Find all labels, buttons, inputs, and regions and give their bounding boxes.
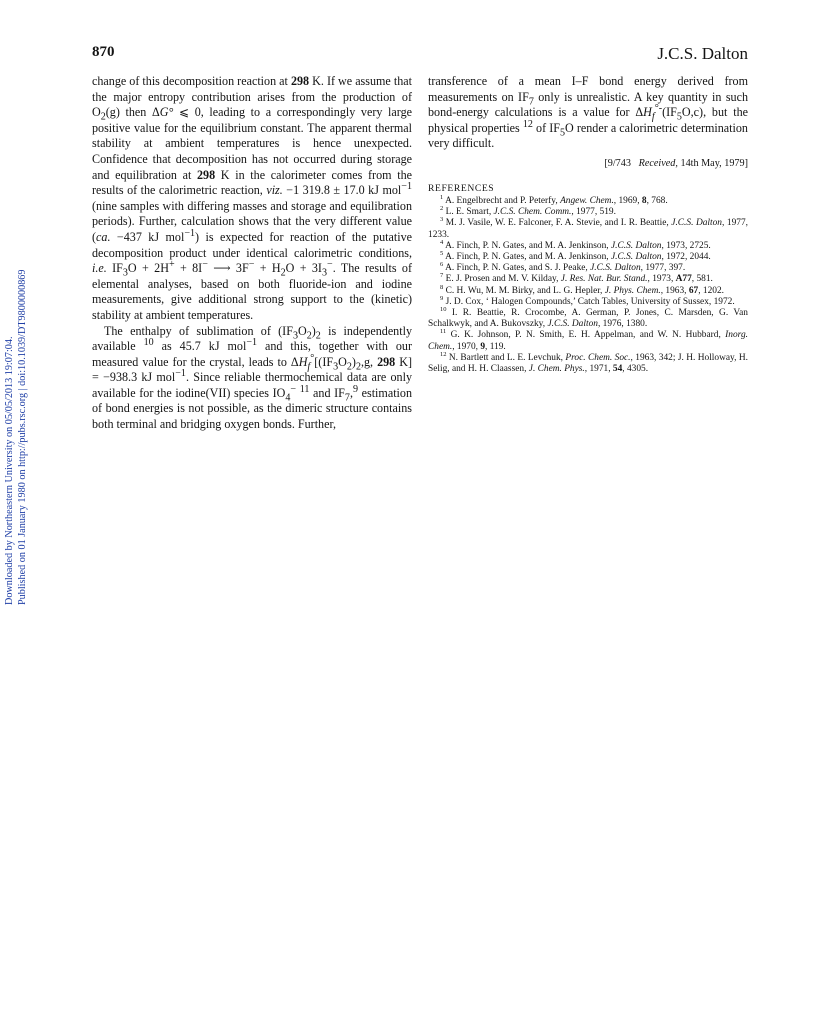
reference-item: $^{12}$ N. Bartlett and L. E. Levchuk, Proc. Chem. Soc., 1963, 342; J. H. Holloway, H. Selig, and H. H. Claassen, J. Chem. Phys., 1971, 54, 4305. — [428, 350, 748, 375]
received-date: [9/743 Received, 14th May, 1979] — [604, 157, 748, 169]
right-column — [428, 74, 748, 375]
reference-item: $^{10}$ I. R. Beattie, R. Crocombe, A. German, P. Jones, C. Marsden, G. Van Schalkwyk, and A. Bukovszky, J.C.S. Dalton, 1976, 1380. — [428, 305, 748, 330]
reference-item: $^5$ A. Finch, P. N. Gates, and M. A. Jenkinson, J.C.S. Dalton, 1972, 2044. — [440, 249, 711, 262]
journal-name: J.C.S. Dalton — [657, 44, 748, 63]
reference-item: $^1$ A. Engelbrecht and P. Peterfy, Angew. Chem., 1969, 8, 768. — [440, 193, 668, 206]
reference-list — [428, 193, 748, 375]
download-notice-line: Downloaded by Northeastern University on 05/05/2013 19:07:04. — [4, 336, 15, 605]
page-header — [92, 44, 748, 66]
reference-item: $^2$ L. E. Smart, J.C.S. Chem. Comm., 1977, 519. — [440, 205, 616, 218]
references-heading: REFERENCES — [428, 182, 495, 194]
left-column — [92, 74, 412, 433]
reference-item: $^{11}$ G. K. Johnson, P. N. Smith, E. H. Appelman, and W. N. Hubbard, Inorg. Chem., 1970, 9, 119. — [428, 328, 748, 352]
reference-item: $^9$ J. D. Cox, ‘ Halogen Compounds,’ Catch Tables, University of Sussex, 1972. — [440, 294, 735, 307]
reference-item: $^7$ E. J. Prosen and M. V. Kilday, J. Res. Nat. Bur. Stand., 1973, A77, 581. — [440, 272, 713, 285]
published-notice-line: Published on 01 January 1980 on http://pubs.rsc.org | doi:10.1039/DT9800000869 — [17, 269, 28, 605]
download-notice — [4, 255, 30, 605]
paragraph: transference of a mean I–F bond energy derived from measurements on $IF_7$ only is unrealistic. A key quantity in such bond-energy calculations is a value for $\Delta H_f^{^\circ-}(IF_5O,c)$, but the physical properties $^{12}$ of $IF_5O$ render a calorimetric determination very difficult. — [428, 74, 748, 151]
paragraph: change of this decomposition reaction at 298 K. If we assume that the major entropy contribution arises from the production of $O_2(g)$ then ΔG° ⩽ 0, leading to a correspondingly very large positive value for the equilibrium constant. The apparent thermal stability at ambient temperatures is hence unexpected. Confidence that decomposition has not occurred during storage and equilibration at 298 K in the calorimeter comes from the results of the calorimetric reaction, viz. −1 319.8 ± 17.0 kJ mol$^{-1}$ (nine samples with differing masses and storage and equilibration periods). Further, calculation shows that the very different value (ca. −437 kJ mol$^{-1}$) is expected for reaction of the putative decomposition product under identical calorimetric conditions, i.e. $IF_3O + 2H^+ + 8I^-$ ⟶ $3F^- + H_2O + 3I_3^-$. The results of elemental analyses, based on both fluoride-ion and iodine measurements, give additional strong support to the (kinetic) stability at ambient temperatures. — [92, 74, 412, 322]
reference-item: $^3$ M. J. Vasile, W. E. Falconer, F. A. Stevie, and I. R. Beattie, J.C.S. Dalton, 1977, 1233. — [428, 216, 748, 240]
reference-item: $^6$ A. Finch, P. N. Gates, and S. J. Peake, J.C.S. Dalton, 1977, 397. — [440, 261, 686, 274]
paragraph: The enthalpy of sublimation of $(IF_3O_2)_2$ is independently available $^{10}$ as 45.7 kJ mol$^{-1}$ and this, together with our measured value for the crystal, leads to $\Delta H_f^\circ[(IF_3O_2)_2,g$, 298 K] = −938.3 kJ mol$^{-1}$. Since reliable thermochemical data are only available for the iodine(VII) species $IO_4^-$ $^{11}$ and $IF_7,^9$ estimation of bond energies is not possible, as the dimeric structure contains both terminal and bridging oxygen bonds. Further, — [92, 323, 413, 432]
reference-item: $^8$ C. H. Wu, M. M. Birky, and L. G. Hepler, J. Phys. Chem., 1963, 67, 1202. — [440, 283, 724, 296]
reference-item: $^4$ A. Finch, P. N. Gates, and M. A. Jenkinson, J.C.S. Dalton, 1973, 2725. — [440, 238, 711, 251]
page-number: 870 — [92, 44, 115, 60]
